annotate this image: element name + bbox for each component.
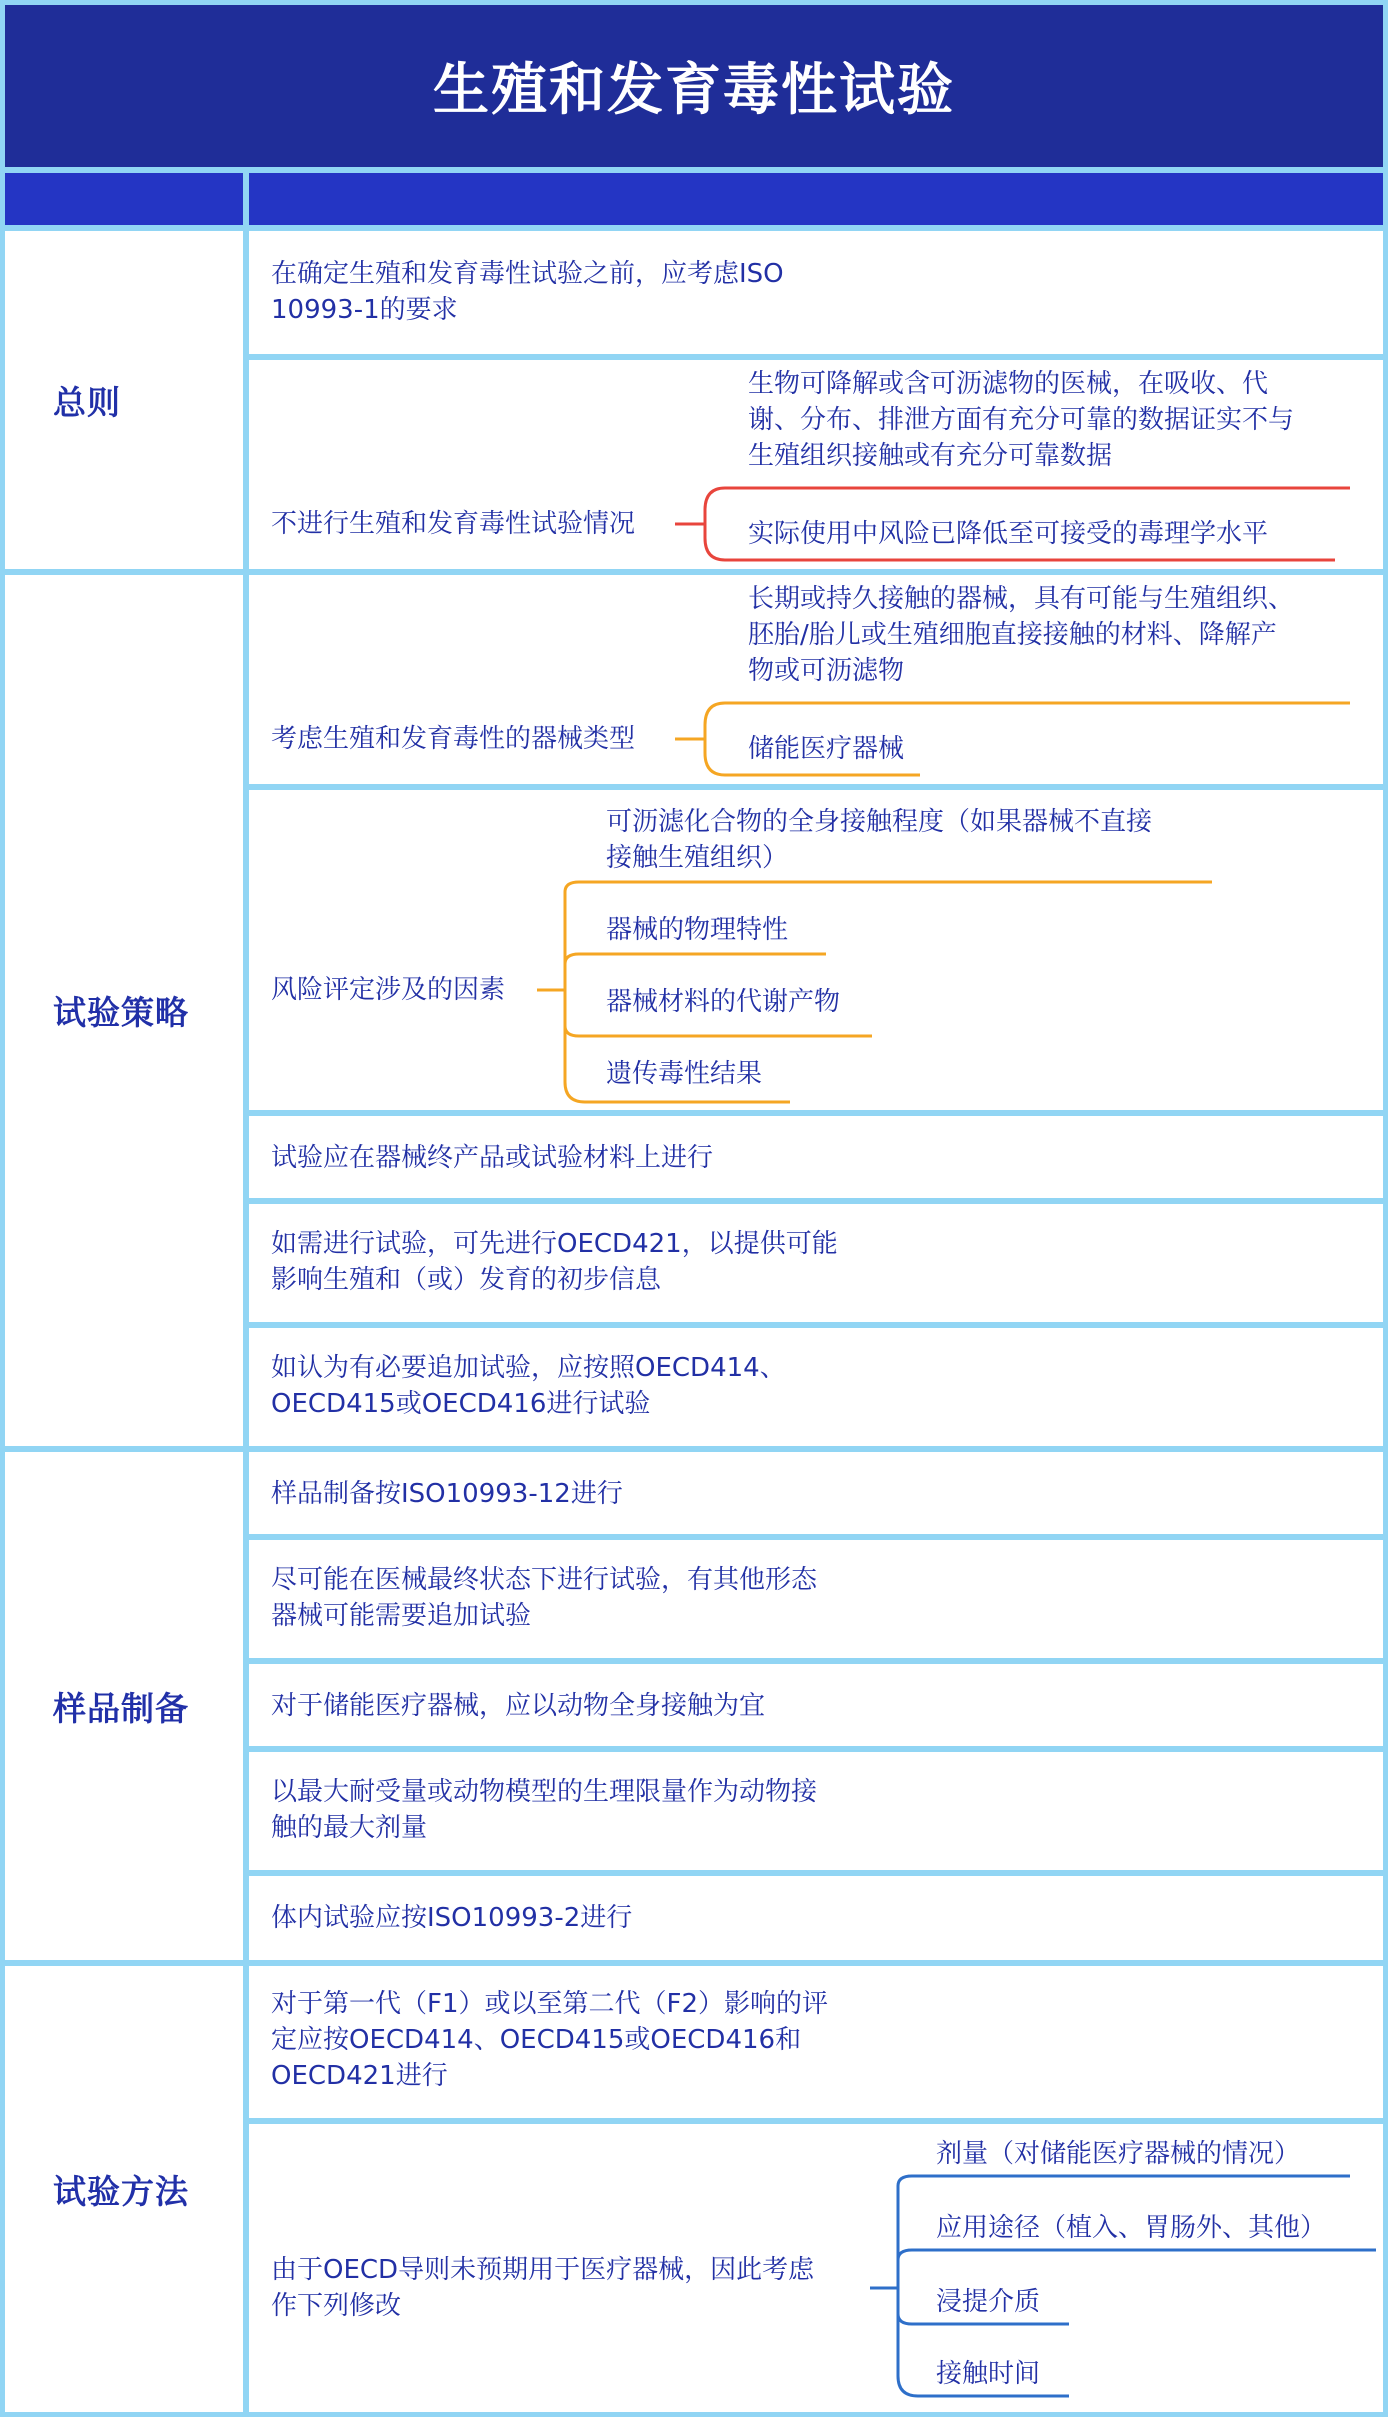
row-text-line: 尽可能在医械最终状态下进行试验，有其他形态: [271, 1565, 818, 1595]
branch-text: 应用途径（植入、胃肠外、其他）: [936, 2213, 1327, 2243]
row-text-line: 如认为有必要追加试验，应按照OECD414、: [271, 1353, 786, 1383]
node-modification-line: 由于OECD导则未预期用于医疗器械，因此考虑: [271, 2255, 815, 2285]
row-method-1: [249, 1966, 1383, 2118]
branch-text: 剂量（对储能医疗器械的情况）: [936, 2139, 1301, 2169]
row-text-line: 对于第一代（F1）或以至第二代（F2）影响的评: [271, 1989, 828, 2019]
category-general: [5, 231, 243, 569]
row-general-1: [249, 231, 1383, 354]
branch-text: 器械材料的代谢产物: [606, 987, 841, 1017]
row-text-line: OECD421进行: [271, 2061, 448, 2091]
row-strategy-3: [249, 1116, 1383, 1198]
row-sample-2: [249, 1540, 1383, 1658]
row-method-2: [249, 2124, 1383, 2412]
row-text-line: 触的最大剂量: [271, 1813, 428, 1843]
row-general-2: [249, 360, 1383, 569]
branch-text-line: 可沥滤化合物的全身接触程度（如果器械不直接: [606, 807, 1153, 837]
category-label-method: 试验方法: [53, 2171, 189, 2211]
branch-text: 储能医疗器械: [748, 734, 905, 764]
row-text-line: 以最大耐受量或动物模型的生理限量作为动物接: [271, 1777, 818, 1807]
node-no-test-conditions: 不进行生殖和发育毒性试验情况: [271, 509, 636, 539]
row-strategy-4: [249, 1204, 1383, 1322]
category-label-general: 总则: [53, 382, 121, 422]
row-text-line: 器械可能需要追加试验: [271, 1601, 532, 1631]
category-sample: [5, 1452, 243, 1960]
header-cell-content: [249, 173, 1383, 225]
row-text-line: 在确定生殖和发育毒性试验之前，应考虑ISO: [271, 259, 784, 289]
row-sample-1: [249, 1452, 1383, 1534]
branch-text: 器械的物理特性: [606, 915, 789, 945]
node-modification-line: 作下列修改: [271, 2291, 402, 2321]
header-cell-category: [5, 173, 243, 225]
branch-text: 实际使用中风险已降低至可接受的毒理学水平: [748, 519, 1269, 549]
category-label-sample: 样品制备: [53, 1688, 189, 1728]
branch-text-line: 生物可降解或含可沥滤物的医械，在吸收、代: [748, 369, 1269, 399]
row-sample-5: [249, 1876, 1383, 1960]
category-strategy: [5, 575, 243, 1446]
page-title: 生殖和发育毒性试验: [433, 58, 955, 123]
row-strategy-1: [249, 575, 1383, 784]
category-label-strategy: 试验策略: [53, 993, 189, 1032]
row-text-line: 影响生殖和（或）发育的初步信息: [271, 1265, 662, 1295]
row-sample-4: [249, 1752, 1383, 1870]
category-method: [5, 1966, 243, 2412]
node-device-types: 考虑生殖和发育毒性的器械类型: [271, 724, 636, 754]
branch-text: 浸提介质: [936, 2287, 1041, 2317]
row-text: 试验应在器械终产品或试验材料上进行: [271, 1143, 714, 1173]
branch-text-line: 长期或持久接触的器械，具有可能与生殖组织、: [748, 584, 1295, 614]
row-text-line: OECD415或OECD416进行试验: [271, 1389, 651, 1419]
row-text-line: 10993-1的要求: [271, 295, 458, 325]
row-text: 体内试验应按ISO10993-2进行: [271, 1903, 633, 1933]
node-risk-factors: 风险评定涉及的因素: [271, 975, 506, 1005]
row-sample-3: [249, 1664, 1383, 1746]
row-strategy-5: [249, 1328, 1383, 1446]
row-text: 对于储能医疗器械，应以动物全身接触为宜: [271, 1691, 766, 1721]
title-bar: [5, 5, 1383, 167]
branch-text-line: 物或可沥滤物: [748, 656, 905, 686]
branch-text: 遗传毒性结果: [606, 1059, 763, 1089]
branch-text-line: 谢、分布、排泄方面有充分可靠的数据证实不与: [748, 405, 1295, 435]
branch-text: 接触时间: [936, 2359, 1041, 2389]
branch-text-line: 接触生殖组织）: [606, 843, 789, 873]
row-text-line: 定应按OECD414、OECD415或OECD416和: [271, 2025, 802, 2055]
branch-text-line: 胚胎/胎儿或生殖细胞直接接触的材料、降解产: [748, 620, 1277, 650]
row-text: 样品制备按ISO10993-12进行: [271, 1479, 623, 1509]
branch-text-line: 生殖组织接触或有充分可靠数据: [748, 441, 1113, 471]
row-strategy-2: [249, 790, 1383, 1110]
row-text-line: 如需进行试验，可先进行OECD421，以提供可能: [271, 1229, 838, 1259]
